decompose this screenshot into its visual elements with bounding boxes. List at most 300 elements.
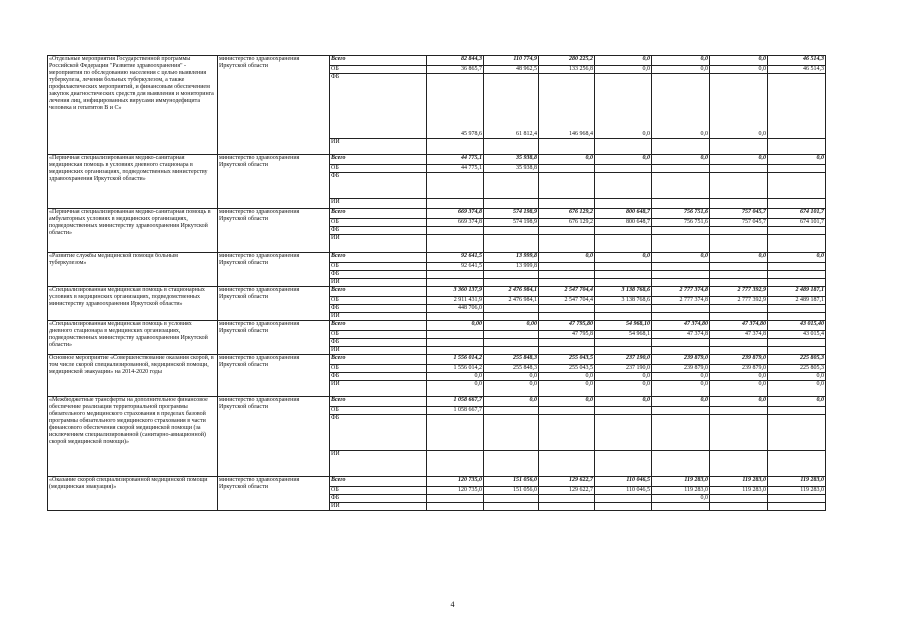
amount-cell: 0,0	[710, 373, 768, 381]
table-row	[48, 477, 826, 487]
amount-cell	[768, 415, 826, 451]
amount-cell: 47 795,8	[539, 331, 595, 339]
amount-cell	[710, 451, 768, 477]
amount-cell	[710, 271, 768, 279]
amount-cell: 2 777 392,9	[710, 287, 768, 297]
amount-cell: 674 101,7	[768, 219, 826, 227]
amount-cell: 0,0	[710, 155, 768, 165]
amount-cell	[427, 331, 484, 339]
funding-source-label: ФБ	[330, 415, 427, 451]
amount-cell	[652, 279, 710, 287]
amount-cell: 0,0	[768, 381, 826, 397]
amount-cell: 669 374,8	[427, 219, 484, 227]
funding-source-label: Всего	[330, 355, 427, 365]
amount-cell: 1 058 667,7	[427, 397, 484, 407]
amount-cell: 757 045,7	[710, 209, 768, 219]
activity-name: «Первичная специализированная медико-санитарная помощь в амбулаторных условиях в медицинских организациях, подведомственных министерству здравоохранения Иркутской области»	[48, 209, 218, 253]
amount-cell: 43 015,4	[768, 331, 826, 339]
amount-cell: 0,0	[484, 373, 539, 381]
amount-cell	[539, 139, 595, 155]
funding-source-label: ИИ	[330, 503, 427, 511]
amount-cell: 0,0	[539, 373, 595, 381]
table-row	[48, 56, 826, 66]
amount-cell: 0,0	[484, 381, 539, 397]
amount-cell	[539, 235, 595, 253]
amount-cell: 0,0	[595, 381, 652, 397]
amount-cell	[595, 235, 652, 253]
activity-name: Основное мероприятие «Совершенствование оказания скорой, в том числе скорой специализированной, медицинской помощи, медицинской эвакуации» на 2014-2020 годы	[48, 355, 218, 397]
funding-source-label: ФБ	[330, 495, 427, 503]
amount-cell	[539, 165, 595, 173]
funding-source-label: ОБ	[330, 297, 427, 305]
amount-cell: 757 045,7	[710, 219, 768, 227]
amount-cell: 54 968,10	[595, 321, 652, 331]
funding-source-label: ОБ	[330, 407, 427, 415]
funding-source-label: ОБ	[330, 365, 427, 373]
amount-cell: 0,0	[710, 253, 768, 263]
amount-cell: 47 374,80	[652, 321, 710, 331]
amount-cell: 119 283,0	[710, 487, 768, 495]
responsible-org: министерство здравоохранения Иркутской области	[218, 155, 330, 209]
funding-source-label: ИИ	[330, 313, 427, 321]
amount-cell: 800 648,7	[595, 209, 652, 219]
amount-cell: 0,0	[710, 74, 768, 139]
amount-cell	[427, 271, 484, 279]
amount-cell: 0,0	[710, 56, 768, 66]
funding-source-label: ИИ	[330, 451, 427, 477]
amount-cell: 574 198,9	[484, 209, 539, 219]
amount-cell	[539, 407, 595, 415]
amount-cell: 2 547 704,4	[539, 287, 595, 297]
amount-cell: 119 283,0	[652, 487, 710, 495]
funding-source-label: ИИ	[330, 235, 427, 253]
amount-cell: 54 968,1	[595, 331, 652, 339]
amount-cell: 239 879,0	[652, 365, 710, 373]
amount-cell	[595, 173, 652, 199]
amount-cell: 2 911 431,9	[427, 297, 484, 305]
amount-cell	[768, 263, 826, 271]
amount-cell	[710, 263, 768, 271]
amount-cell: 1 556 014,2	[427, 365, 484, 373]
amount-cell	[652, 235, 710, 253]
activity-name: «Межбюджетные трансферты на дополнительное финансовое обеспечение реализации территориальной программы обязательного медицинского страхования в пределах базовой программы обязательного медицинского страхования в части финансового обеспечения скорой медицинской помощи (за исключением специализированной (санитарно-авиационной) скорой медицинской помощи)»	[48, 397, 218, 477]
amount-cell: 0,0	[595, 56, 652, 66]
amount-cell: 151 056,0	[484, 477, 539, 487]
funding-source-label: Всего	[330, 56, 427, 66]
table-row	[48, 155, 826, 165]
table-row	[48, 321, 826, 331]
amount-cell	[768, 235, 826, 253]
amount-cell: 13 999,8	[484, 263, 539, 271]
amount-cell: 280 225,2	[539, 56, 595, 66]
amount-cell	[768, 339, 826, 347]
amount-cell	[427, 173, 484, 199]
amount-cell	[595, 495, 652, 503]
table-row	[48, 397, 826, 407]
amount-cell	[427, 279, 484, 287]
amount-cell: 1 556 014,2	[427, 355, 484, 365]
amount-cell	[710, 347, 768, 355]
amount-cell: 0,0	[595, 66, 652, 74]
amount-cell: 36 865,7	[427, 66, 484, 74]
amount-cell: 129 622,7	[539, 487, 595, 495]
amount-cell	[652, 347, 710, 355]
amount-cell: 0,0	[652, 56, 710, 66]
amount-cell	[652, 415, 710, 451]
activity-name: «Первичная специализированная медико-санитарная медицинская помощь в условиях дневного стационара в медицинских организациях, подведомственных министерству здравоохранения Иркутской области»	[48, 155, 218, 209]
amount-cell: 225 805,3	[768, 365, 826, 373]
amount-cell	[595, 407, 652, 415]
amount-cell	[484, 235, 539, 253]
amount-cell	[427, 235, 484, 253]
amount-cell: 0,0	[539, 155, 595, 165]
amount-cell: 46 514,3	[768, 56, 826, 66]
amount-cell	[652, 199, 710, 209]
funding-source-label: Всего	[330, 397, 427, 407]
amount-cell: 1 058 667,7	[427, 407, 484, 415]
amount-cell	[652, 165, 710, 173]
amount-cell	[595, 451, 652, 477]
amount-cell: 0,0	[427, 373, 484, 381]
amount-cell: 3 138 768,6	[595, 287, 652, 297]
funding-source-label: ФБ	[330, 305, 427, 313]
amount-cell	[539, 339, 595, 347]
amount-cell	[595, 339, 652, 347]
amount-cell: 0,0	[595, 74, 652, 139]
amount-cell	[484, 199, 539, 209]
amount-cell	[484, 305, 539, 313]
amount-cell	[595, 305, 652, 313]
amount-cell: 0,0	[652, 381, 710, 397]
amount-cell	[652, 339, 710, 347]
table-row	[48, 209, 826, 219]
amount-cell: 0,0	[652, 495, 710, 503]
responsible-org: министерство здравоохранения Иркутской области	[218, 397, 330, 477]
amount-cell	[484, 173, 539, 199]
funding-source-label: ФБ	[330, 271, 427, 279]
amount-cell: 756 751,6	[652, 219, 710, 227]
amount-cell	[768, 199, 826, 209]
amount-cell: 239 879,0	[652, 355, 710, 365]
amount-cell	[710, 199, 768, 209]
amount-cell	[539, 347, 595, 355]
amount-cell: 2 547 704,4	[539, 297, 595, 305]
amount-cell	[710, 139, 768, 155]
amount-cell: 0,0	[539, 381, 595, 397]
amount-cell	[539, 173, 595, 199]
amount-cell	[768, 74, 826, 139]
amount-cell	[595, 313, 652, 321]
amount-cell: 0,0	[652, 74, 710, 139]
responsible-org: министерство здравоохранения Иркутской области	[218, 321, 330, 355]
funding-source-label: Всего	[330, 477, 427, 487]
amount-cell: 574 198,9	[484, 219, 539, 227]
amount-cell	[484, 339, 539, 347]
amount-cell: 0,0	[595, 253, 652, 263]
amount-cell	[595, 199, 652, 209]
amount-cell	[484, 503, 539, 511]
amount-cell: 47 795,80	[539, 321, 595, 331]
amount-cell: 0,0	[652, 397, 710, 407]
amount-cell: 43 015,40	[768, 321, 826, 331]
amount-cell	[710, 415, 768, 451]
responsible-org: министерство здравоохранения Иркутской области	[218, 56, 330, 155]
amount-cell	[768, 165, 826, 173]
funding-source-label: ИИ	[330, 381, 427, 397]
amount-cell	[484, 451, 539, 477]
amount-cell	[652, 451, 710, 477]
funding-source-label: ИИ	[330, 279, 427, 287]
funding-source-label: ИИ	[330, 347, 427, 355]
amount-cell	[539, 503, 595, 511]
amount-cell: 2 777 392,9	[710, 297, 768, 305]
table-row	[48, 287, 826, 297]
amount-cell: 255 848,3	[484, 355, 539, 365]
amount-cell	[768, 451, 826, 477]
amount-cell: 0,0	[768, 155, 826, 165]
amount-cell	[484, 495, 539, 503]
funding-source-label: ОБ	[330, 487, 427, 495]
amount-cell	[710, 313, 768, 321]
amount-cell: 448 706,0	[427, 305, 484, 313]
amount-cell: 110 774,9	[484, 56, 539, 66]
amount-cell	[710, 235, 768, 253]
amount-cell: 3 138 768,6	[595, 297, 652, 305]
amount-cell: 151 056,0	[484, 487, 539, 495]
amount-cell: 237 190,0	[595, 365, 652, 373]
activity-name: «Специализированная медицинская помощь в стационарных условиях в медицинских организациях, подведомственных министерству здравоохранения Иркутской области»	[48, 287, 218, 321]
amount-cell	[652, 139, 710, 155]
amount-cell: 239 879,0	[710, 365, 768, 373]
funding-source-label: Всего	[330, 287, 427, 297]
amount-cell: 48 962,5	[484, 66, 539, 74]
amount-cell	[539, 495, 595, 503]
activity-name: «Специализированная медицинская помощь в условиях дневного стационара в медицинских организациях, подведомственных министерству здравоохранения Иркутской области»	[48, 321, 218, 355]
amount-cell	[484, 313, 539, 321]
amount-cell: 3 360 137,9	[427, 287, 484, 297]
funding-source-label: ФБ	[330, 373, 427, 381]
funding-source-label: ИИ	[330, 199, 427, 209]
amount-cell: 13 999,8	[484, 253, 539, 263]
amount-cell: 0,0	[710, 397, 768, 407]
activity-name: «Оказание скорой специализированной медицинской помощи (медицинская эвакуация)»	[48, 477, 218, 511]
amount-cell	[484, 347, 539, 355]
table-row	[48, 253, 826, 263]
amount-cell: 669 374,8	[427, 209, 484, 219]
amount-cell: 82 844,3	[427, 56, 484, 66]
amount-cell: 0,0	[768, 397, 826, 407]
amount-cell	[768, 173, 826, 199]
amount-cell: 0,0	[595, 397, 652, 407]
funding-source-label: ОБ	[330, 66, 427, 74]
page-number: 4	[450, 600, 455, 609]
amount-cell	[768, 279, 826, 287]
amount-cell	[652, 271, 710, 279]
funding-source-label: Всего	[330, 321, 427, 331]
amount-cell	[595, 279, 652, 287]
amount-cell: 146 968,4	[539, 74, 595, 139]
amount-cell	[710, 339, 768, 347]
budget-table-sheet	[47, 55, 825, 511]
amount-cell	[652, 263, 710, 271]
funding-source-label: ФБ	[330, 173, 427, 199]
amount-cell: 47 374,8	[652, 331, 710, 339]
amount-cell: 0,0	[652, 373, 710, 381]
amount-cell	[484, 279, 539, 287]
funding-source-label: Всего	[330, 209, 427, 219]
amount-cell: 0,0	[595, 373, 652, 381]
amount-cell: 255 043,5	[539, 365, 595, 373]
amount-cell	[595, 139, 652, 155]
amount-cell: 61 812,4	[484, 74, 539, 139]
amount-cell: 676 129,2	[539, 219, 595, 227]
amount-cell	[427, 227, 484, 235]
funding-source-label: ОБ	[330, 219, 427, 227]
amount-cell	[710, 495, 768, 503]
amount-cell	[768, 271, 826, 279]
amount-cell: 0,0	[427, 381, 484, 397]
amount-cell: 0,0	[539, 253, 595, 263]
funding-source-label: Всего	[330, 253, 427, 263]
amount-cell: 110 046,5	[595, 487, 652, 495]
amount-cell	[539, 199, 595, 209]
amount-cell: 2 489 187,1	[768, 287, 826, 297]
amount-cell: 47 374,80	[710, 321, 768, 331]
amount-cell: 0,0	[710, 381, 768, 397]
amount-cell: 46 514,3	[768, 66, 826, 74]
amount-cell: 44 775,1	[427, 165, 484, 173]
amount-cell: 0,00	[484, 321, 539, 331]
amount-cell: 2 476 984,1	[484, 287, 539, 297]
amount-cell: 2 777 374,8	[652, 287, 710, 297]
responsible-org: министерство здравоохранения Иркутской области	[218, 209, 330, 253]
amount-cell	[427, 503, 484, 511]
amount-cell	[539, 451, 595, 477]
amount-cell	[484, 415, 539, 451]
amount-cell: 0,00	[427, 321, 484, 331]
responsible-org: министерство здравоохранения Иркутской области	[218, 355, 330, 397]
amount-cell	[427, 199, 484, 209]
amount-cell: 255 043,5	[539, 355, 595, 365]
amount-cell: 44 775,1	[427, 155, 484, 165]
amount-cell	[539, 415, 595, 451]
amount-cell: 120 735,0	[427, 477, 484, 487]
amount-cell	[427, 339, 484, 347]
amount-cell	[768, 503, 826, 511]
amount-cell	[595, 503, 652, 511]
responsible-org: министерство здравоохранения Иркутской области	[218, 477, 330, 511]
budget-table	[47, 55, 826, 511]
amount-cell	[710, 227, 768, 235]
amount-cell: 0,0	[768, 373, 826, 381]
amount-cell: 255 848,3	[484, 365, 539, 373]
amount-cell: 119 283,0	[710, 477, 768, 487]
amount-cell	[595, 165, 652, 173]
funding-source-label: ИИ	[330, 139, 427, 155]
amount-cell	[710, 407, 768, 415]
amount-cell	[427, 415, 484, 451]
funding-source-label: ФБ	[330, 74, 427, 139]
amount-cell	[595, 415, 652, 451]
amount-cell	[595, 263, 652, 271]
amount-cell	[768, 305, 826, 313]
amount-cell	[652, 407, 710, 415]
amount-cell: 92 641,5	[427, 253, 484, 263]
activity-name: «Развитие службы медицинской помощи больным туберкулезом»	[48, 253, 218, 287]
amount-cell: 0,0	[652, 253, 710, 263]
amount-cell	[539, 263, 595, 271]
amount-cell	[710, 173, 768, 199]
amount-cell: 0,0	[652, 155, 710, 165]
amount-cell: 2 476 984,1	[484, 297, 539, 305]
amount-cell: 0,0	[539, 397, 595, 407]
responsible-org: министерство здравоохранения Иркутской области	[218, 253, 330, 287]
amount-cell	[768, 227, 826, 235]
amount-cell: 676 129,2	[539, 209, 595, 219]
funding-source-label: ФБ	[330, 227, 427, 235]
amount-cell: 0,0	[652, 66, 710, 74]
amount-cell: 35 938,8	[484, 155, 539, 165]
amount-cell	[768, 495, 826, 503]
amount-cell: 2 777 374,8	[652, 297, 710, 305]
amount-cell	[539, 279, 595, 287]
amount-cell	[484, 139, 539, 155]
amount-cell: 0,0	[595, 155, 652, 165]
amount-cell	[768, 313, 826, 321]
amount-cell	[710, 503, 768, 511]
amount-cell	[427, 495, 484, 503]
amount-cell: 35 938,8	[484, 165, 539, 173]
amount-cell	[652, 313, 710, 321]
amount-cell	[539, 313, 595, 321]
amount-cell	[768, 347, 826, 355]
amount-cell	[710, 279, 768, 287]
amount-cell	[710, 305, 768, 313]
amount-cell	[595, 271, 652, 279]
amount-cell	[427, 347, 484, 355]
amount-cell: 45 978,6	[427, 74, 484, 139]
funding-source-label: ОБ	[330, 263, 427, 271]
amount-cell: 756 751,6	[652, 209, 710, 219]
activity-name: «Отдельные мероприятия Государственной программы Российской Федерации "Развитие здравоохранения" - мероприятия по обследованию населения с целью выявления туберкулеза, лечения больных туберкулезом, а также профилактических мероприятий, и финансовым обеспечением закупок диагностических средств для выявления и мониторинга лечения лиц, инфицированных вирусами иммунодефицита человека и гепатитов В и С»	[48, 56, 218, 155]
amount-cell	[427, 139, 484, 155]
amount-cell: 119 283,0	[768, 487, 826, 495]
amount-cell	[484, 271, 539, 279]
amount-cell	[595, 227, 652, 235]
amount-cell: 674 101,7	[768, 209, 826, 219]
amount-cell: 0,0	[484, 397, 539, 407]
amount-cell	[768, 407, 826, 415]
amount-cell: 225 805,3	[768, 355, 826, 365]
funding-source-label: Всего	[330, 155, 427, 165]
responsible-org: министерство здравоохранения Иркутской области	[218, 287, 330, 321]
amount-cell: 133 256,8	[539, 66, 595, 74]
funding-source-label: ФБ	[330, 339, 427, 347]
amount-cell: 119 283,0	[652, 477, 710, 487]
amount-cell: 0,0	[710, 66, 768, 74]
amount-cell	[652, 503, 710, 511]
amount-cell	[710, 165, 768, 173]
amount-cell	[652, 173, 710, 199]
amount-cell	[427, 313, 484, 321]
amount-cell: 237 190,0	[595, 355, 652, 365]
amount-cell: 2 489 187,1	[768, 297, 826, 305]
amount-cell	[595, 347, 652, 355]
table-row	[48, 355, 826, 365]
amount-cell	[539, 271, 595, 279]
amount-cell	[539, 227, 595, 235]
amount-cell: 92 641,5	[427, 263, 484, 271]
